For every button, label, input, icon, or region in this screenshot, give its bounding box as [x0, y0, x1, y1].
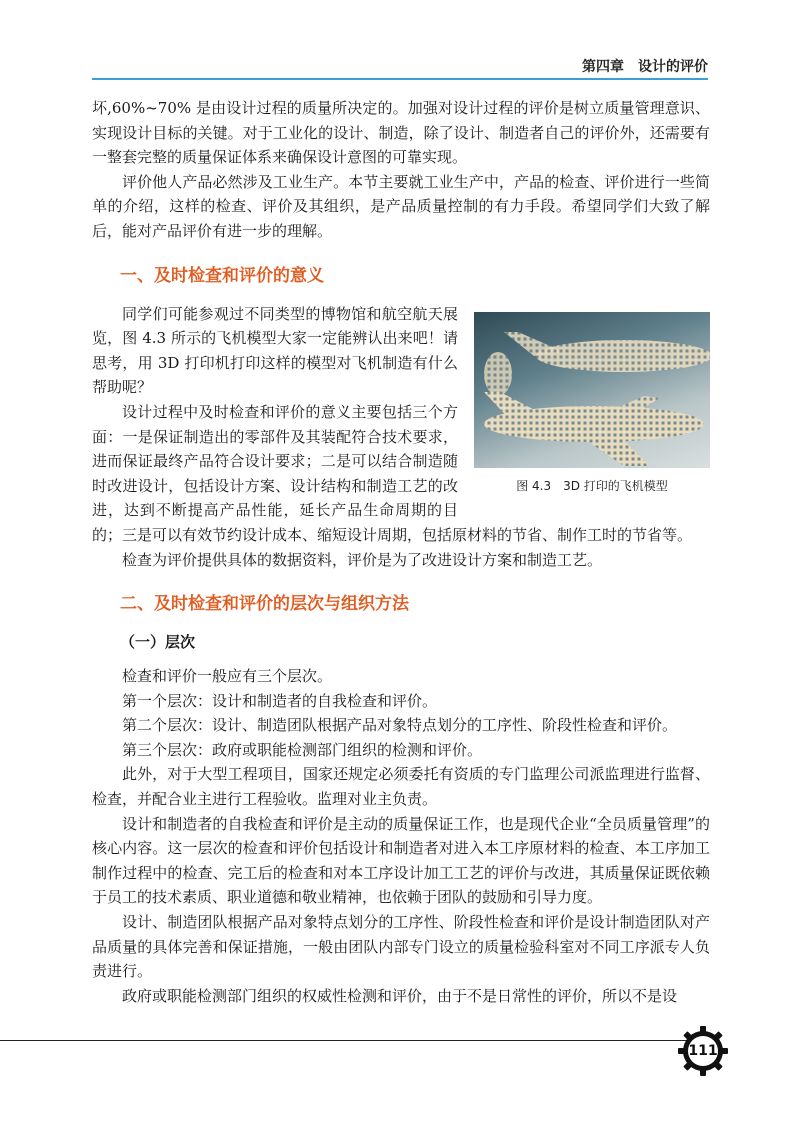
airplane-illustration: [474, 312, 710, 468]
paragraph: 第二个层次：设计、制造团队根据产品对象特点划分的工序性、阶段性检查和评价。: [122, 716, 678, 735]
paragraph: 设计过程中及时检查和评价的意义主要包括三个方面：一是保证制造出的零部件及其装配符合技术要求，进而保证最终产品符合设计要求；二是可以结合制造随时改进设计，包括设计方案、设计结构和制造工艺的改进，达到不断提高产品性能，延长产品生命周期的目的；三是可以有效节约设计成本、缩短设计周期，包括原材料的节省、制作工时的节省等。: [92, 402, 693, 544]
chapter-title: 第四章 设计的评价: [582, 59, 708, 75]
paragraph: 检查为评价提供具体的数据资料，评价是为了改进设计方案和制造工艺。: [122, 550, 603, 569]
figure-4-3: [474, 312, 710, 494]
page-number-badge: [676, 1024, 730, 1078]
section-heading-2: 二、及时检查和评价的层次与组织方法: [120, 594, 409, 615]
paragraph: 设计、制造团队根据产品对象特点划分的工序性、阶段性检查和评价是设计制造团队对产品质量的具体完善和保证措施，一般由团队内部专门设立的质量检验科室对不同工序派专人负责进行。: [92, 913, 710, 981]
airplane-model-photo: [474, 312, 710, 468]
header-rule: [92, 78, 708, 80]
paragraph: 检查和评价一般应有三个层次。: [122, 667, 333, 686]
page-header: [92, 52, 708, 78]
figure-caption: 图 4.3 3D 打印的飞机模型: [516, 478, 668, 493]
paragraph: 第一个层次：设计和制造者的自我检查和评价。: [122, 691, 438, 710]
paragraph: 坏,60%~70% 是由设计过程的质量所决定的。加强对设计过程的评价是树立质量管理意识、实现设计目标的关键。对于工业化的设计、制造，除了设计、制造者自己的评价外，还需要有一整套完整的质量保证体系来确保设计意图的可靠实现。: [92, 99, 710, 167]
footer-rule: [0, 1040, 700, 1041]
paragraph: 设计和制造者的自我检查和评价是主动的质量保证工作，也是现代企业“全员质量管理”的核心内容。这一层次的检查和评价包括设计和制造者对进入本工序原材料的检查、本工序加工制作过程中的检查、完工后的检查和对本工序设计加工工艺的评价与改进，其质量保证既依赖于员工的技术素质、职业道德和敬业精神，也依赖于团队的鼓励和引导力度。: [92, 814, 710, 907]
page-number: 111: [688, 1043, 718, 1059]
paragraph: 同学们可能参观过不同类型的博物馆和航空航天展览，图 4.3 所示的飞机模型大家一定能辨认出来吧！请思考，用 3D 打印机打印这样的模型对飞机制造有什么帮助呢？: [92, 304, 458, 397]
paragraph: 政府或职能检测部门组织的权威性检测和评价，由于不是日常性的评价，所以不是设: [122, 986, 678, 1005]
section-heading-1: 一、及时检查和评价的意义: [120, 265, 324, 286]
subsection-heading: （一）层次: [120, 633, 196, 652]
paragraph: 评价他人产品必然涉及工业生产。本节主要就工业生产中，产品的检查、评价进行一些简单的介绍，这样的检查、评价及其组织，是产品质量控制的有力手段。希望同学们大致了解后，能对产品评价有进一步的理解。: [92, 172, 710, 240]
paragraph: 此外，对于大型工程项目，国家还规定必须委托有资质的专门监理公司派监理进行监督、检查，并配合业主进行工程验收。监理对业主负责。: [92, 765, 710, 809]
paragraph: 第三个层次：政府或职能检测部门组织的检测和评价。: [122, 740, 483, 759]
page-content: [92, 96, 710, 1008]
